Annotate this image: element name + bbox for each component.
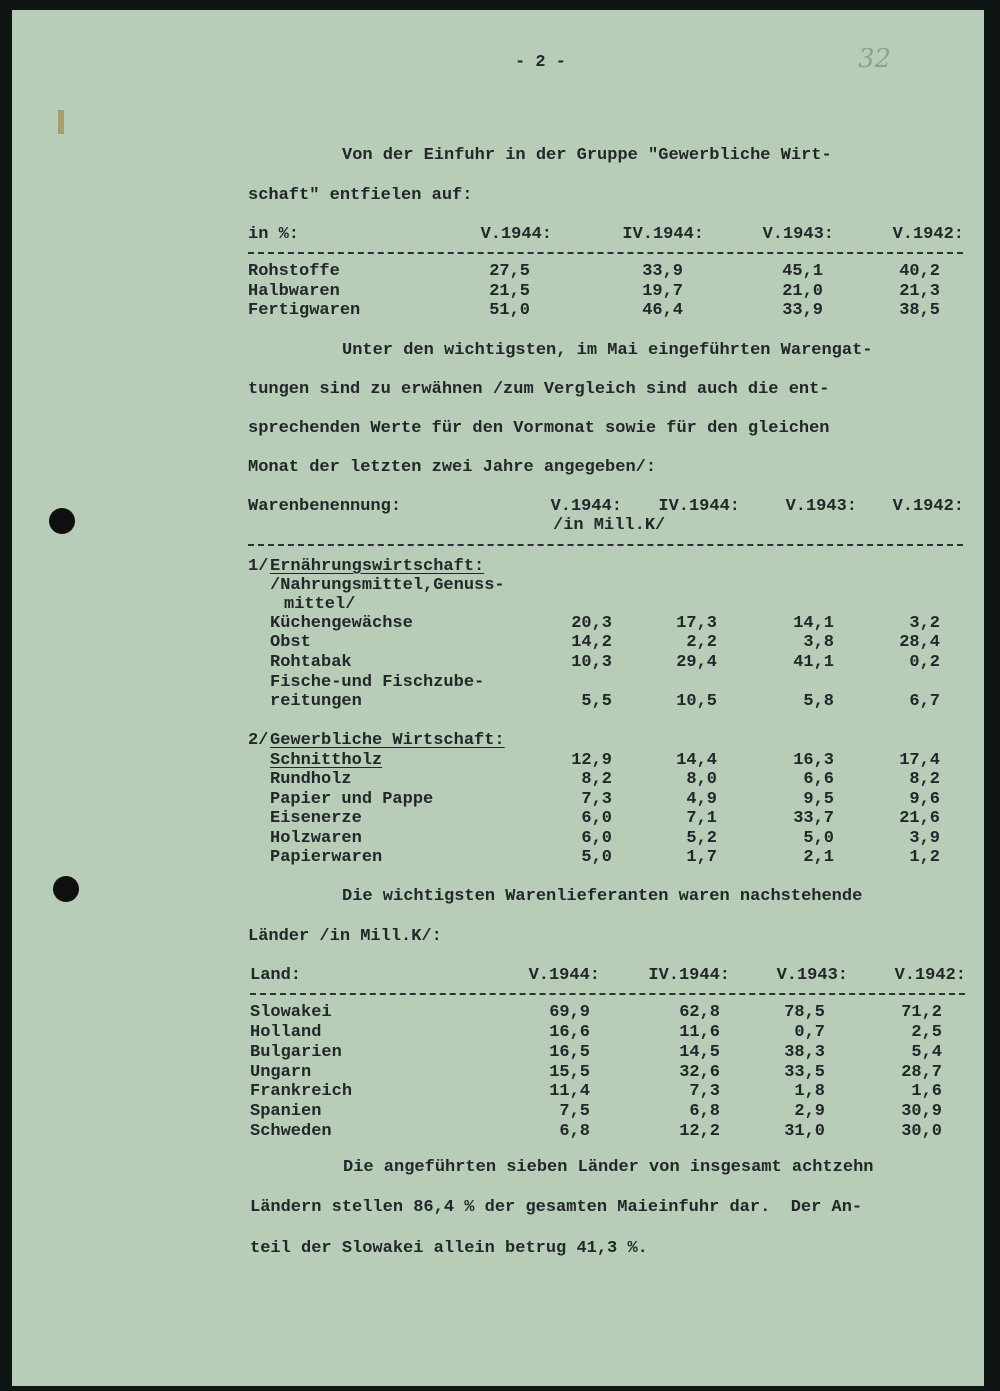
para2-line-2: tungen sind zu erwähnen /zum Vergleich sind auch die ent- [248, 380, 830, 399]
cell: 46,4 [642, 301, 683, 320]
cell: 6,0 [581, 809, 612, 828]
cell: 2,9 [794, 1102, 825, 1121]
cell: 9,5 [803, 790, 834, 809]
cell: 9,6 [909, 790, 940, 809]
page-number: - 2 - [515, 53, 567, 72]
cell: 41,1 [793, 653, 834, 672]
cell: 0,2 [909, 653, 940, 672]
table2-header-col1: V.1944: [550, 497, 622, 516]
row-label: Papier und Pappe [270, 790, 434, 809]
cell: 2,5 [911, 1023, 942, 1042]
cell: 28,7 [901, 1063, 942, 1082]
para2-line-3: sprechenden Werte für den Vormonat sowie für den gleichen [248, 419, 830, 438]
row-label: Bulgarien [250, 1043, 342, 1062]
cell: 1,7 [686, 848, 717, 867]
table1-header-label: in %: [248, 225, 300, 244]
cell: 5,2 [686, 829, 717, 848]
row-label: Spanien [250, 1102, 322, 1121]
cell: 15,5 [549, 1063, 590, 1082]
table3-header-col3: V.1943: [776, 966, 848, 985]
row-label: Schnittholz [270, 751, 383, 770]
para4-line-3: teil der Slowakei allein betrug 41,3 %. [250, 1239, 648, 1258]
cell: 6,8 [689, 1102, 720, 1121]
cell: 19,7 [642, 282, 683, 301]
row-label: Eisenerze [270, 809, 362, 828]
row-label: Schweden [250, 1122, 332, 1141]
table1-header-col4: V.1942: [892, 225, 964, 244]
row-label-cont: reitungen [270, 692, 362, 711]
cell: 6,7 [909, 692, 940, 711]
handwritten-page-number: 32 [858, 44, 892, 74]
cell: 14,1 [793, 614, 834, 633]
para2-line-4: Monat der letzten zwei Jahre angegeben/: [248, 458, 657, 477]
cell: 11,4 [549, 1082, 590, 1101]
cell: 32,6 [679, 1063, 720, 1082]
table3-header-col2: IV.1944: [648, 966, 730, 985]
cell: 8,2 [581, 770, 612, 789]
cell: 31,0 [784, 1122, 825, 1141]
row-label: Holland [250, 1023, 322, 1042]
cell: 78,5 [784, 1003, 825, 1022]
row-label: Küchengewächse [270, 614, 413, 633]
cell: 2,2 [686, 633, 717, 652]
para3-line-2: Länder /in Mill.K/: [248, 927, 442, 946]
cell: 5,4 [911, 1043, 942, 1062]
cell: 33,7 [793, 809, 834, 828]
cell: 10,5 [676, 692, 717, 711]
cell: 7,5 [559, 1102, 590, 1121]
cell: 8,0 [686, 770, 717, 789]
table3-header-label: Land: [250, 966, 302, 985]
cell: 6,6 [803, 770, 834, 789]
cell: 40,2 [899, 262, 940, 281]
cell: 11,6 [679, 1023, 720, 1042]
table2-header-col2: IV.1944: [658, 497, 740, 516]
table3-header-col1: V.1944: [528, 966, 600, 985]
cell: 17,3 [676, 614, 717, 633]
cell: 38,3 [784, 1043, 825, 1062]
group1-number: 1/ [248, 557, 269, 576]
cell: 27,5 [489, 262, 530, 281]
cell: 5,0 [803, 829, 834, 848]
cell: 6,0 [581, 829, 612, 848]
table2-header-label: Warenbenennung: [248, 497, 402, 516]
row-label: Fertigwaren [248, 301, 361, 320]
cell: 5,0 [581, 848, 612, 867]
table3-header-col4: V.1942: [894, 966, 966, 985]
cell: 1,6 [911, 1082, 942, 1101]
cell: 14,5 [679, 1043, 720, 1062]
cell: 33,9 [642, 262, 683, 281]
group2-title: Gewerbliche Wirtschaft: [270, 731, 505, 750]
cell: 4,9 [686, 790, 717, 809]
table1-header-col3: V.1943: [762, 225, 834, 244]
table1-header-col2: IV.1944: [622, 225, 704, 244]
cell: 1,2 [909, 848, 940, 867]
cell: 20,3 [571, 614, 612, 633]
cell: 14,4 [676, 751, 717, 770]
cell: 21,6 [899, 809, 940, 828]
cell: 8,2 [909, 770, 940, 789]
cell: 6,8 [559, 1122, 590, 1141]
row-label: Obst [270, 633, 311, 652]
row-label: Frankreich [250, 1082, 353, 1101]
table3-divider [250, 993, 965, 995]
row-label: Papierwaren [270, 848, 383, 867]
table1-header-col1: V.1944: [480, 225, 552, 244]
para4-line-1: Die angeführten sieben Länder von insgesamt achtzehn [343, 1158, 874, 1177]
cell: 7,3 [689, 1082, 720, 1101]
row-label: Fische-und Fischzube- [270, 673, 485, 692]
cell: 71,2 [901, 1003, 942, 1022]
cell: 51,0 [489, 301, 530, 320]
cell: 38,5 [899, 301, 940, 320]
cell: 21,5 [489, 282, 530, 301]
cell: 28,4 [899, 633, 940, 652]
table1-divider [248, 252, 963, 254]
cell: 16,6 [549, 1023, 590, 1042]
cell: 1,8 [794, 1082, 825, 1101]
cell: 16,5 [549, 1043, 590, 1062]
intro-line-2: schaft" entfielen auf: [248, 186, 473, 205]
cell: 45,1 [782, 262, 823, 281]
table2-header-col3: V.1943: [785, 497, 857, 516]
row-label: Rohtabak [270, 653, 352, 672]
cell: 10,3 [571, 653, 612, 672]
cell: 2,1 [803, 848, 834, 867]
group1-subtitle-1: /Nahrungsmittel,Genuss- [270, 576, 505, 595]
group1-title: Ernährungswirtschaft: [270, 557, 485, 576]
cell: 29,4 [676, 653, 717, 672]
cell: 12,9 [571, 751, 612, 770]
cell: 30,0 [901, 1122, 942, 1141]
cell: 12,2 [679, 1122, 720, 1141]
cell: 3,2 [909, 614, 940, 633]
cell: 33,9 [782, 301, 823, 320]
row-label: Rohstoffe [248, 262, 340, 281]
cell: 33,5 [784, 1063, 825, 1082]
row-label: Halbwaren [248, 282, 340, 301]
row-label: Rundholz [270, 770, 352, 789]
cell: 5,5 [581, 692, 612, 711]
cell: 14,2 [571, 633, 612, 652]
intro-line-1: Von der Einfuhr in der Gruppe "Gewerbliche Wirt- [342, 146, 832, 165]
table2-divider [248, 544, 963, 546]
cell: 5,8 [803, 692, 834, 711]
para4-line-2: Ländern stellen 86,4 % der gesamten Maieinfuhr dar. Der An- [250, 1198, 863, 1217]
cell: 0,7 [794, 1023, 825, 1042]
group2-number: 2/ [248, 731, 269, 750]
cell: 69,9 [549, 1003, 590, 1022]
cell: 7,1 [686, 809, 717, 828]
para3-line-1: Die wichtigsten Warenlieferanten waren nachstehende [342, 887, 863, 906]
cell: 7,3 [581, 790, 612, 809]
cell: 21,0 [782, 282, 823, 301]
cell: 62,8 [679, 1003, 720, 1022]
row-label: Ungarn [250, 1063, 312, 1082]
row-label: Holzwaren [270, 829, 362, 848]
cell: 17,4 [899, 751, 940, 770]
table2-header-col4: V.1942: [892, 497, 964, 516]
cell: 16,3 [793, 751, 834, 770]
para2-line-1: Unter den wichtigsten, im Mai eingeführten Warengat- [342, 341, 873, 360]
group1-subtitle-2: mittel/ [284, 595, 356, 614]
row-label: Slowakei [250, 1003, 332, 1022]
cell: 21,3 [899, 282, 940, 301]
table2-unit: /in Mill.K/ [553, 516, 666, 535]
cell: 3,9 [909, 829, 940, 848]
cell: 3,8 [803, 633, 834, 652]
cell: 30,9 [901, 1102, 942, 1121]
